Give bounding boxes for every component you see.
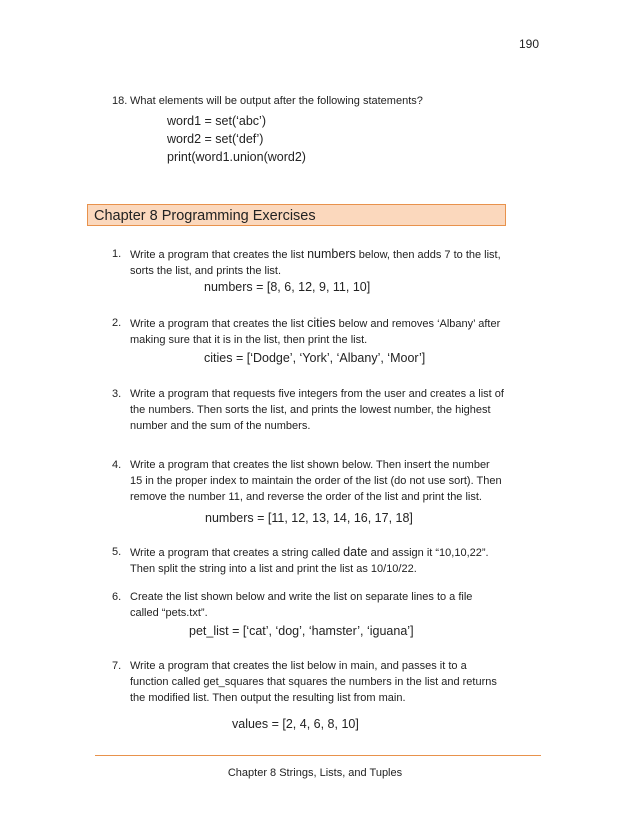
highlight-term: cities [307, 316, 336, 330]
exercise-2-code: cities = [‘Dodge’, ‘York’, ‘Albany’, ‘Moor’] [204, 351, 426, 365]
chapter-heading: Chapter 8 Programming Exercises [87, 204, 506, 226]
page-number: 190 [519, 37, 540, 51]
exercise-6-code: pet_list = [‘cat’, ‘dog’, ‘hamster’, ‘iguana’] [189, 624, 414, 638]
exercise-number: 6. [112, 591, 122, 603]
code-line: word1 = set(‘abc’) [167, 114, 266, 128]
exercise-text: Write a program that creates the list numbers below, then adds 7 to the list, sorts the list, and prints the list. [130, 247, 501, 277]
code-line: print(word1.union(word2) [167, 150, 306, 164]
exercise-2 [112, 315, 504, 348]
exercise-number: 1. [112, 248, 122, 260]
exercise-7 [112, 658, 504, 706]
footer: Chapter 8 Strings, Lists, and Tuples [227, 767, 403, 779]
exercise-number: 7. [112, 660, 122, 672]
exercise-number: 5. [112, 546, 122, 558]
exercise-number: 2. [112, 317, 122, 329]
footer-divider [95, 755, 541, 756]
code-line: word2 = set(‘def’) [167, 132, 264, 146]
exercise-number: 3. [112, 388, 122, 400]
exercise-text: Write a program that creates the list cities below and removes ‘Albany’ after making sure that it is in the list, then print the list. [130, 316, 501, 346]
exercise-text: Write a program that creates a string called date and assign it “10,10,22”. Then split the string into a list and print the list as 10/10/22. [130, 545, 489, 575]
exercise-7-code: values = [2, 4, 6, 8, 10] [232, 717, 359, 731]
exercise-text: Write a program that creates the list below in main, and passes it to a function called get_squares that squares the numbers in the list and returns the modified list. Then output the resulting list from main. [130, 660, 497, 704]
exercise-4-code: numbers = [11, 12, 13, 14, 16, 17, 18] [205, 511, 413, 525]
question-text: What elements will be output after the following statements? [130, 95, 423, 107]
highlight-term: date [343, 545, 368, 559]
question-18 [112, 93, 552, 109]
exercise-text: Write a program that requests five integers from the user and creates a list of the numbers. Then sorts the list, and prints the lowest number, the highest number and the sum of the numbers. [130, 388, 504, 432]
exercise-4 [112, 457, 504, 505]
exercise-1 [112, 246, 504, 279]
question-18-code [167, 112, 306, 166]
question-number: 18. [112, 95, 128, 107]
exercise-6 [112, 589, 504, 621]
exercise-number: 4. [112, 459, 122, 471]
exercise-5 [112, 544, 504, 577]
exercise-text: Create the list shown below and write the list on separate lines to a file called “pets.txt”. [130, 591, 473, 619]
exercise-text: Write a program that creates the list shown below. Then insert the number 15 in the proper index to maintain the order of the list (do not use sort). Then remove the number 11, and reverse the order of the list and print the list. [130, 459, 502, 503]
exercise-3 [112, 386, 504, 434]
highlight-term: numbers [307, 247, 356, 261]
exercise-1-code: numbers = [8, 6, 12, 9, 11, 10] [204, 280, 371, 294]
